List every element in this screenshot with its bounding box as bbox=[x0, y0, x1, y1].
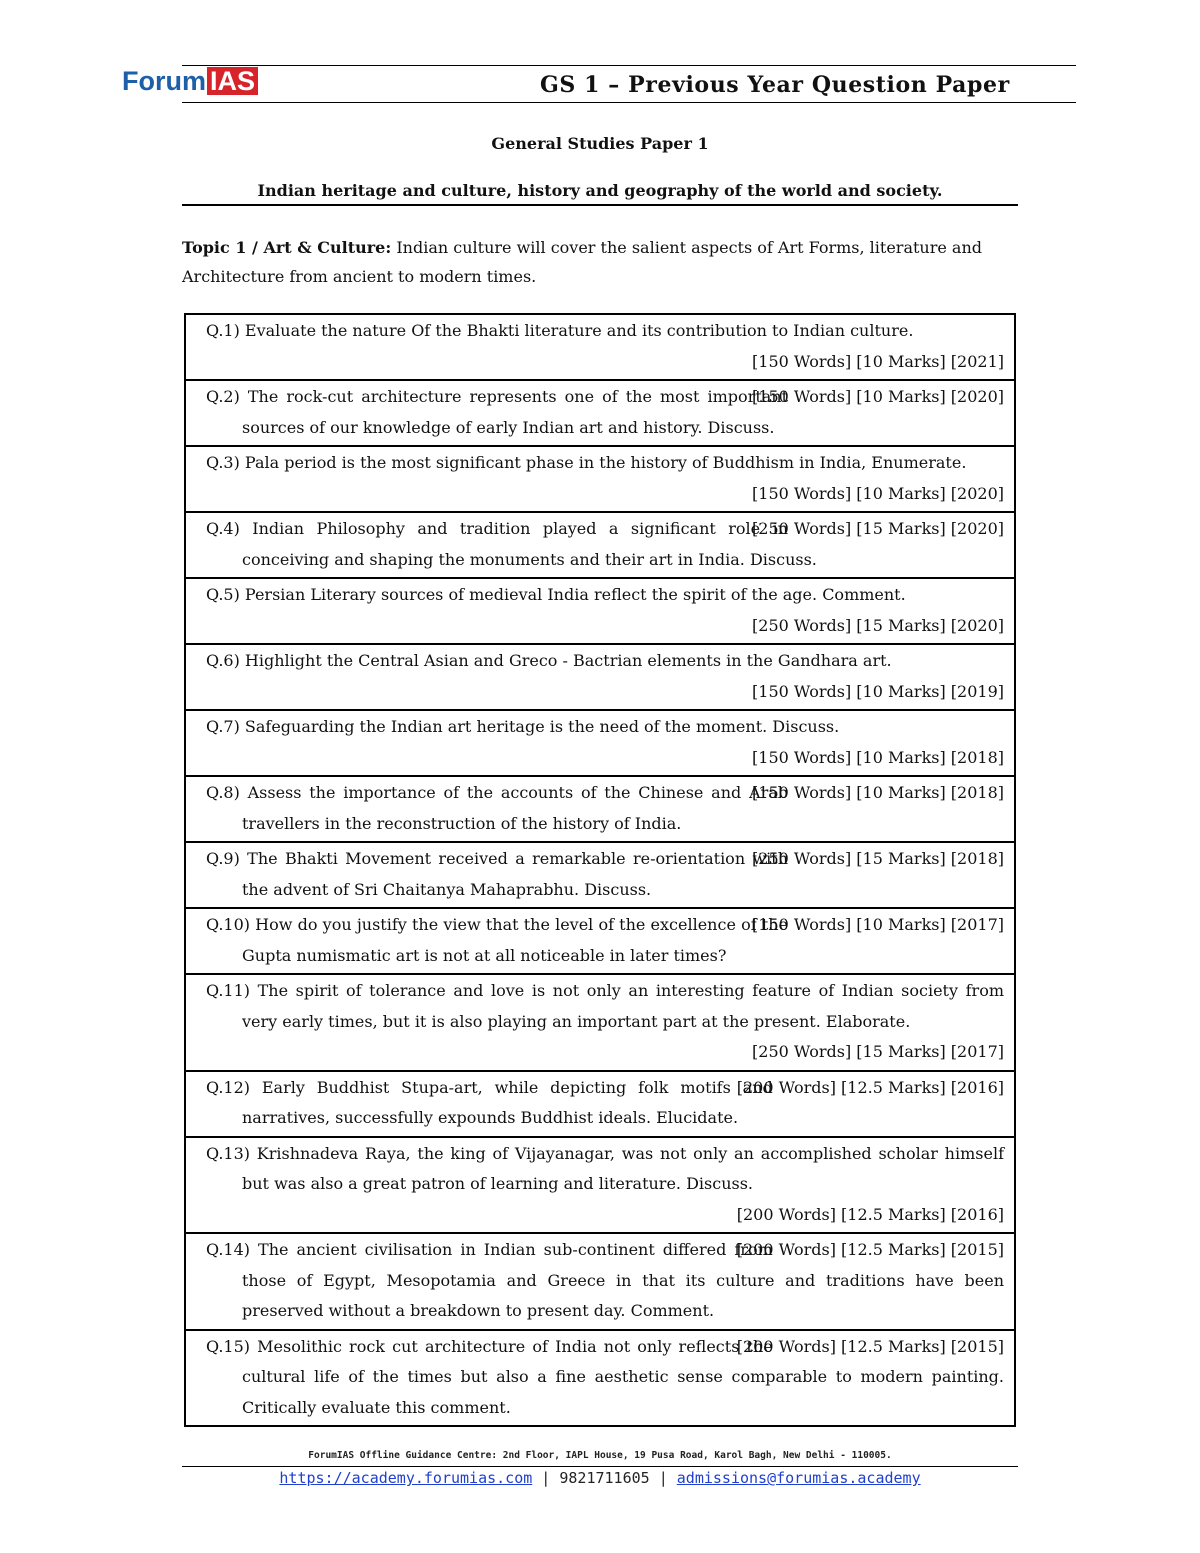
question-cell bbox=[185, 842, 1015, 908]
question-row bbox=[185, 908, 1015, 974]
footer-address: ForumIAS Offline Guidance Centre: 2nd Floor, IAPL House, 19 Pusa Road, Karol Bagh, New Delhi - 110005. bbox=[308, 1450, 892, 1461]
question-meta: [150 Words] [10 Marks] [2020] bbox=[752, 387, 1004, 406]
question-text bbox=[196, 382, 1004, 443]
footer-contact bbox=[182, 1469, 1018, 1487]
question-row bbox=[185, 974, 1015, 1071]
question-text: Q.7) Safeguarding the Indian art heritage is the need of the moment. Discuss. bbox=[206, 717, 840, 736]
footer-rule bbox=[182, 1466, 1018, 1467]
question-cell bbox=[185, 1137, 1015, 1234]
question-cell bbox=[185, 1233, 1015, 1330]
question-row bbox=[185, 1330, 1015, 1427]
question-cell bbox=[185, 908, 1015, 974]
question-meta: [150 Words] [10 Marks] [2018] bbox=[752, 783, 1004, 802]
header-top-rule bbox=[182, 65, 1076, 66]
question-text: Q.11) The spirit of tolerance and love is not only an interesting feature of Indian society from very early times, but it is also playing an important part at the present. Elaborate. bbox=[206, 981, 1004, 1031]
question-cell bbox=[185, 776, 1015, 842]
question-cell bbox=[185, 1071, 1015, 1137]
question-meta: [150 Words] [10 Marks] [2020] bbox=[752, 483, 1004, 503]
question-meta: [150 Words] [10 Marks] [2017] bbox=[752, 915, 1004, 934]
question-row bbox=[185, 578, 1015, 644]
question-row bbox=[185, 1233, 1015, 1330]
question-row bbox=[185, 314, 1015, 380]
topic-paragraph bbox=[182, 233, 1018, 291]
question-text: Q.3) Pala period is the most significant phase in the history of Buddhism in India, Enumerate. bbox=[206, 453, 967, 472]
question-cell bbox=[185, 974, 1015, 1071]
question-row bbox=[185, 1071, 1015, 1137]
question-text bbox=[196, 1235, 1004, 1327]
subject-underline bbox=[182, 204, 1018, 206]
question-meta: [250 Words] [15 Marks] [2018] bbox=[752, 849, 1004, 868]
questions-table bbox=[184, 313, 1016, 1427]
question-row bbox=[185, 644, 1015, 710]
website-link[interactable]: https://academy.forumias.com bbox=[279, 1469, 533, 1487]
question-text: Q.1) Evaluate the nature Of the Bhakti literature and its contribution to Indian culture. bbox=[206, 321, 914, 340]
question-text bbox=[196, 1332, 1004, 1424]
question-row bbox=[185, 512, 1015, 578]
question-cell bbox=[185, 644, 1015, 710]
question-meta: [250 Words] [15 Marks] [2020] bbox=[752, 519, 1004, 538]
question-cell bbox=[185, 446, 1015, 512]
question-meta: [150 Words] [10 Marks] [2021] bbox=[752, 351, 1004, 371]
question-meta: [200 Words] [12.5 Marks] [2015] bbox=[736, 1336, 1004, 1356]
question-meta: [250 Words] [15 Marks] [2020] bbox=[752, 615, 1004, 635]
question-cell bbox=[185, 314, 1015, 380]
question-row bbox=[185, 446, 1015, 512]
question-meta: [250 Words] [15 Marks] [2017] bbox=[752, 1042, 1004, 1061]
question-body: Q.4) Indian Philosophy and tradition played a significant role in conceiving and shaping the monuments and their art in India. Discuss. bbox=[206, 519, 817, 569]
question-row bbox=[185, 380, 1015, 446]
question-body: Q.8) Assess the importance of the accounts of the Chinese and Arab travellers in the reconstruction of the history of India. bbox=[206, 783, 789, 833]
question-body: Q.2) The rock-cut architecture represents one of the most important sources of our knowledge of early Indian art and history. Discuss. bbox=[206, 387, 789, 437]
subject-heading: Indian heritage and culture, history and geography of the world and society. bbox=[257, 181, 943, 200]
topic-label: Topic 1 / Art & Culture: bbox=[182, 238, 392, 257]
footer-separator: | bbox=[541, 1469, 551, 1487]
question-text: Q.5) Persian Literary sources of medieval India reflect the spirit of the age. Comment. bbox=[206, 585, 906, 604]
question-cell bbox=[185, 512, 1015, 578]
question-row bbox=[185, 1137, 1015, 1234]
question-text bbox=[196, 778, 1004, 839]
question-meta: [200 Words] [12.5 Marks] [2015] bbox=[736, 1240, 1004, 1259]
paper-title: General Studies Paper 1 bbox=[491, 134, 709, 153]
logo-ias-text: IAS bbox=[207, 67, 258, 95]
question-cell bbox=[185, 578, 1015, 644]
question-text bbox=[196, 514, 1004, 575]
topic-description: Indian culture will cover the salient aspects of Art Forms, literature and Architecture from ancient to modern times. bbox=[182, 238, 983, 286]
question-meta: [150 Words] [10 Marks] [2018] bbox=[752, 747, 1004, 767]
email-link[interactable]: admissions@forumias.academy bbox=[676, 1469, 921, 1487]
question-text bbox=[196, 1073, 1004, 1134]
question-body: Q.15) Mesolithic rock cut architecture of India not only reflects the cultural life of the times but also a fine aesthetic sense comparable to modern painting. Critically evaluate this comment. bbox=[206, 1336, 1004, 1417]
question-text bbox=[196, 910, 1004, 971]
question-body: Q.14) The ancient civilisation in Indian sub-continent differed from those of Egypt, Mesopotamia and Greece in that its culture and traditions have been preserved without a breakdown to present day. Comment. bbox=[206, 1240, 1004, 1320]
question-body: Q.10) How do you justify the view that the level of the excellence of the Gupta numismatic art is not at all noticeable in later times? bbox=[206, 915, 789, 965]
question-cell bbox=[185, 710, 1015, 776]
question-text: Q.6) Highlight the Central Asian and Greco - Bactrian elements in the Gandhara art. bbox=[206, 651, 892, 670]
question-meta: [150 Words] [10 Marks] [2019] bbox=[752, 681, 1004, 701]
logo-forum-text: Forum bbox=[122, 66, 206, 96]
question-text: Q.13) Krishnadeva Raya, the king of Vijayanagar, was not only an accomplished scholar himself but was also a great patron of learning and literature. Discuss. bbox=[206, 1143, 1004, 1193]
question-meta: [200 Words] [12.5 Marks] [2016] bbox=[736, 1204, 1004, 1224]
header-bottom-rule bbox=[182, 102, 1076, 103]
question-row bbox=[185, 710, 1015, 776]
question-cell bbox=[185, 380, 1015, 446]
question-meta: [200 Words] [12.5 Marks] [2016] bbox=[736, 1077, 1004, 1097]
question-body: Q.12) Early Buddhist Stupa-art, while depicting folk motifs and narratives, successfully expounds Buddhist ideals. Elucidate. bbox=[206, 1077, 773, 1127]
question-row bbox=[185, 842, 1015, 908]
footer-separator: | bbox=[658, 1469, 668, 1487]
forumias-logo bbox=[122, 66, 258, 96]
question-row bbox=[185, 776, 1015, 842]
question-text bbox=[196, 844, 1004, 905]
question-cell bbox=[185, 1330, 1015, 1427]
phone-number: 9821711605 bbox=[559, 1469, 650, 1487]
question-body: Q.9) The Bhakti Movement received a remarkable re-orientation with the advent of Sri Chaitanya Mahaprabhu. Discuss. bbox=[206, 849, 789, 899]
document-header-title: GS 1 – Previous Year Question Paper bbox=[540, 72, 1010, 98]
